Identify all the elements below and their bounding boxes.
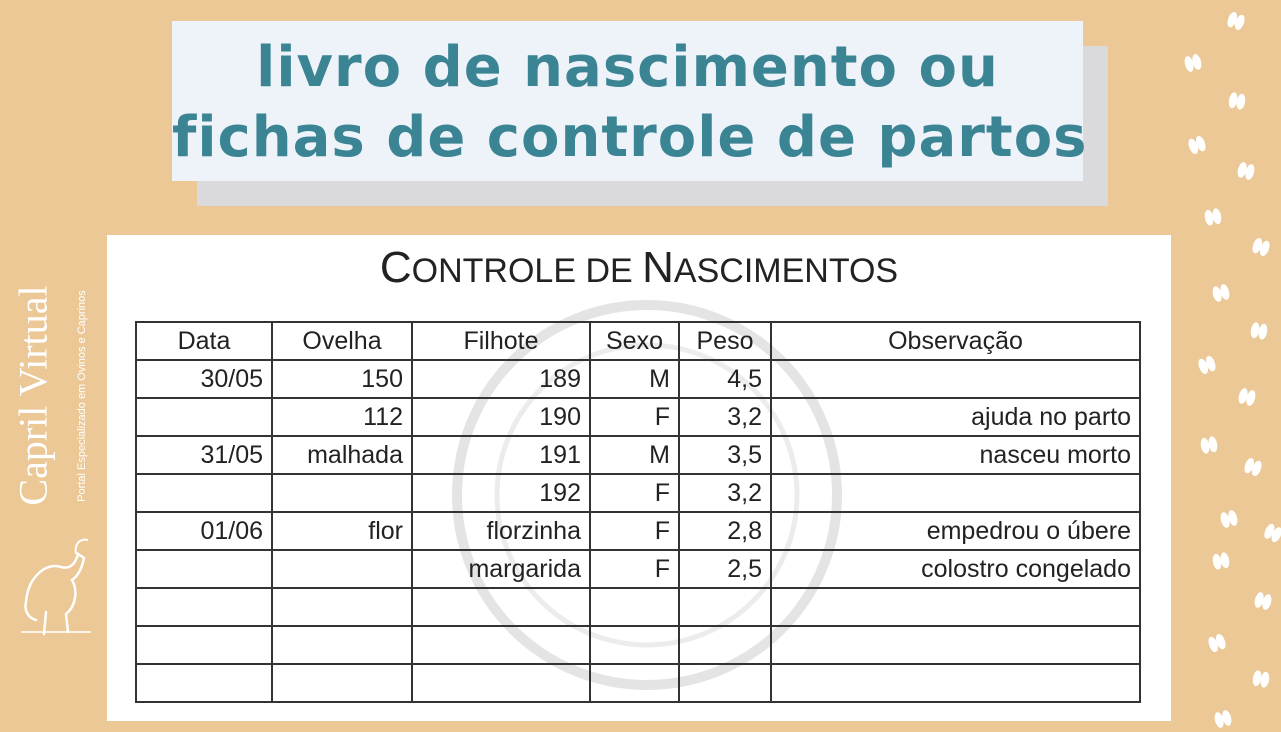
col-header-sexo: Sexo bbox=[590, 322, 679, 360]
hoof-print-icon bbox=[1234, 384, 1261, 411]
cell-date bbox=[136, 550, 272, 588]
title-box bbox=[172, 21, 1088, 181]
cell-offspring: florzinha bbox=[412, 512, 590, 550]
brand-tagline: Portal Especializado em Ovinos e Caprinos bbox=[76, 290, 88, 502]
cell-ewe bbox=[272, 588, 412, 626]
hoof-print-icon bbox=[1216, 506, 1243, 533]
cell-sex: F bbox=[590, 550, 679, 588]
hoof-print-icon bbox=[1203, 629, 1231, 657]
table-row bbox=[136, 398, 1140, 436]
cell-ewe: malhada bbox=[272, 436, 412, 474]
hoof-print-icon bbox=[1258, 518, 1281, 547]
table-row bbox=[136, 474, 1140, 512]
cell-offspring bbox=[412, 588, 590, 626]
hoof-print-icon bbox=[1208, 280, 1235, 307]
cell-weight bbox=[679, 588, 771, 626]
cell-ewe: 150 bbox=[272, 360, 412, 398]
cell-note: nasceu morto bbox=[771, 436, 1140, 474]
cell-note bbox=[771, 360, 1140, 398]
goat-logo-icon bbox=[16, 532, 96, 642]
cell-offspring: margarida bbox=[412, 550, 590, 588]
births-table bbox=[135, 321, 1141, 703]
cell-date bbox=[136, 474, 272, 512]
cell-sex: F bbox=[590, 398, 679, 436]
cell-weight: 2,8 bbox=[679, 512, 771, 550]
cell-ewe bbox=[272, 664, 412, 702]
cell-date bbox=[136, 588, 272, 626]
hoof-print-icon bbox=[1208, 548, 1233, 573]
brand-logo-block bbox=[10, 232, 96, 652]
table-row bbox=[136, 664, 1140, 702]
table-row bbox=[136, 550, 1140, 588]
table-row bbox=[136, 588, 1140, 626]
cell-date bbox=[136, 398, 272, 436]
hoof-print-icon bbox=[1233, 158, 1260, 185]
cell-note: ajuda no parto bbox=[771, 398, 1140, 436]
cell-date: 31/05 bbox=[136, 436, 272, 474]
hoof-print-icon bbox=[1196, 432, 1221, 457]
cell-note bbox=[771, 626, 1140, 664]
table-body bbox=[136, 360, 1140, 702]
cell-offspring: 190 bbox=[412, 398, 590, 436]
cell-sex bbox=[590, 626, 679, 664]
cell-sex: M bbox=[590, 360, 679, 398]
cell-weight: 2,5 bbox=[679, 550, 771, 588]
cell-weight: 4,5 bbox=[679, 360, 771, 398]
cell-weight bbox=[679, 664, 771, 702]
hoof-print-icon bbox=[1210, 706, 1237, 732]
cell-sex: F bbox=[590, 474, 679, 512]
cell-note bbox=[771, 474, 1140, 512]
col-header-ovelha: Ovelha bbox=[272, 322, 412, 360]
cell-offspring bbox=[412, 626, 590, 664]
cell-date bbox=[136, 664, 272, 702]
cell-ewe: flor bbox=[272, 512, 412, 550]
hoof-print-icon bbox=[1248, 666, 1273, 691]
cell-offspring: 191 bbox=[412, 436, 590, 474]
cell-offspring: 189 bbox=[412, 360, 590, 398]
hoof-print-icon bbox=[1224, 88, 1249, 113]
table-row bbox=[136, 436, 1140, 474]
hoof-print-icon bbox=[1239, 453, 1267, 481]
cell-sex: F bbox=[590, 512, 679, 550]
hoof-print-icon bbox=[1222, 7, 1250, 35]
cell-weight: 3,5 bbox=[679, 436, 771, 474]
table-row bbox=[136, 360, 1140, 398]
col-header-peso: Peso bbox=[679, 322, 771, 360]
sheet-title: CONTROLE DE NASCIMENTOS bbox=[379, 243, 899, 292]
brand-name: Capril Virtual bbox=[10, 285, 56, 506]
cell-sex bbox=[590, 588, 679, 626]
hoof-print-icon bbox=[1183, 131, 1211, 159]
birth-control-sheet bbox=[107, 235, 1171, 721]
cell-weight: 3,2 bbox=[679, 474, 771, 512]
cell-note: empedrou o úbere bbox=[771, 512, 1140, 550]
cell-ewe bbox=[272, 550, 412, 588]
cell-sex: M bbox=[590, 436, 679, 474]
table-row bbox=[136, 626, 1140, 664]
col-header-filhote: Filhote bbox=[412, 322, 590, 360]
title-line-1: livro de nascimento ou bbox=[256, 35, 999, 100]
cell-note: colostro congelado bbox=[771, 550, 1140, 588]
cell-weight: 3,2 bbox=[679, 398, 771, 436]
cell-offspring: 192 bbox=[412, 474, 590, 512]
cell-date: 30/05 bbox=[136, 360, 272, 398]
cell-note bbox=[771, 664, 1140, 702]
hoof-print-icon bbox=[1180, 50, 1207, 77]
col-header-data: Data bbox=[136, 322, 272, 360]
cell-weight bbox=[679, 626, 771, 664]
hoof-print-icon bbox=[1246, 318, 1271, 343]
cell-date: 01/06 bbox=[136, 512, 272, 550]
hoof-print-icon bbox=[1250, 588, 1277, 615]
cell-sex bbox=[590, 664, 679, 702]
cell-date bbox=[136, 626, 272, 664]
hoof-print-icon bbox=[1200, 204, 1225, 229]
cell-ewe: 112 bbox=[272, 398, 412, 436]
cell-note bbox=[771, 588, 1140, 626]
hoof-print-icon bbox=[1247, 233, 1275, 261]
cell-ewe bbox=[272, 474, 412, 512]
title-line-2: fichas de controle de partos bbox=[172, 105, 1088, 170]
hoof-print-icon bbox=[1193, 351, 1221, 379]
cell-offspring bbox=[412, 664, 590, 702]
col-header-observacao: Observação bbox=[771, 322, 1140, 360]
table-row bbox=[136, 512, 1140, 550]
cell-ewe bbox=[272, 626, 412, 664]
table-header-row bbox=[136, 322, 1140, 360]
